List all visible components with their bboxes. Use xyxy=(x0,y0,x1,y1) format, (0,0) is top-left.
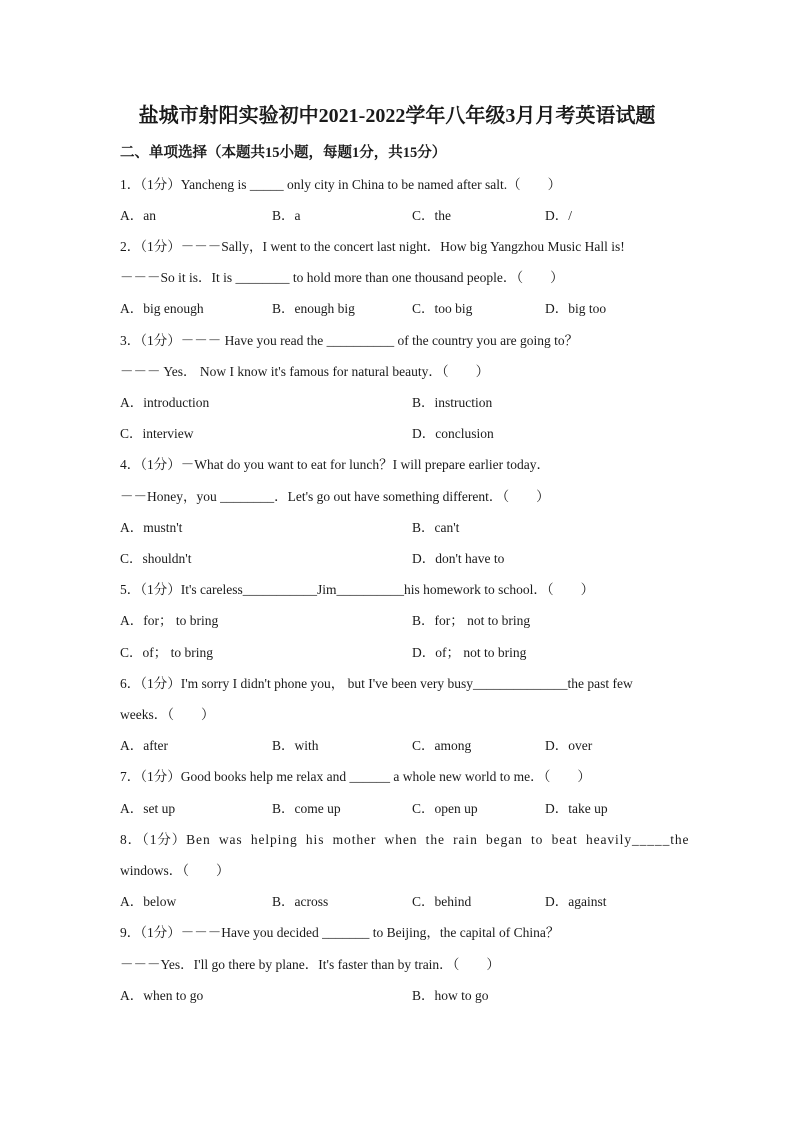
question-6-stem: 6．（1分）I'm sorry I didn't phone you， but I've been very busy______________the past few xyxy=(120,676,633,691)
question-2-stem-cont: －－－So it is．It is ________ to hold more than one thousand people．（ ） xyxy=(120,270,564,285)
question-8-stem-cont: windows．（ ） xyxy=(120,863,230,878)
question-7-option-d: D．take up xyxy=(545,801,608,816)
question-9-stem-cont: －－－Yes．I'll go there by plane．It's faster than by train．（ ） xyxy=(120,957,500,972)
question-1-option-d: D．/ xyxy=(545,208,572,223)
question-8-option-a: A．below xyxy=(120,894,177,909)
question-6-option-a: A．after xyxy=(120,738,168,753)
question-8-option-b: B．across xyxy=(272,894,329,909)
question-2-option-c: C．too big xyxy=(412,301,473,316)
question-6-option-c: C．among xyxy=(412,738,472,753)
question-5-option-c: C．of； to bring xyxy=(120,645,213,660)
question-4-stem-cont: －－Honey，you ________．Let's go out have something different．（ ） xyxy=(120,489,550,504)
question-3-stem-cont: －－－ Yes． Now I know it's famous for natural beauty．（ ） xyxy=(120,364,490,379)
question-7-option-a: A．set up xyxy=(120,801,176,816)
question-9-option-b: B．how to go xyxy=(412,988,489,1003)
question-3-option-b: B．instruction xyxy=(412,395,493,410)
question-4-stem: 4．（1分）－What do you want to eat for lunch？I will prepare earlier today． xyxy=(120,457,550,472)
question-2-option-b: B．enough big xyxy=(272,301,355,316)
question-2-option-a: A．big enough xyxy=(120,301,204,316)
document-title: 盐城市射阳实验初中2021-2022学年八年级3月月考英语试题 xyxy=(138,105,656,127)
question-9-stem: 9．（1分）－－－Have you decided _______ to Beijing，the capital of China？ xyxy=(120,925,560,940)
question-3-option-a: A．introduction xyxy=(120,395,210,410)
question-4-option-b: B．can't xyxy=(412,520,460,535)
question-5-option-b: B．for； not to bring xyxy=(412,613,531,628)
question-6-stem-cont: weeks．（ ） xyxy=(120,707,215,722)
question-3-option-d: D．conclusion xyxy=(412,426,494,441)
question-7-option-c: C．open up xyxy=(412,801,478,816)
question-1-stem: 1．（1分）Yancheng is _____ only city in China to be named after salt.（ ） xyxy=(120,177,562,192)
question-1-option-c: C．the xyxy=(412,208,451,223)
section-heading: 二、单项选择（本题共15小题，每题1分，共15分） xyxy=(120,145,447,161)
question-7-option-b: B．come up xyxy=(272,801,341,816)
question-8-option-d: D．against xyxy=(545,894,607,909)
question-3-option-c: C．interview xyxy=(120,426,194,441)
question-2-option-d: D．big too xyxy=(545,301,607,316)
question-8-stem: 8．（1分）Ben was helping his mother when the rain began to beat heavily_____the xyxy=(120,832,690,847)
question-8-option-c: C．behind xyxy=(412,894,472,909)
question-4-option-a: A．mustn't xyxy=(120,520,183,535)
question-5-option-a: A．for； to bring xyxy=(120,613,219,628)
question-3-stem: 3．（1分）－－－ Have you read the __________ of the country you are going to？ xyxy=(120,333,579,348)
question-6-option-d: D．over xyxy=(545,738,593,753)
question-4-option-c: C．shouldn't xyxy=(120,551,192,566)
question-5-option-d: D．of； not to bring xyxy=(412,645,527,660)
question-6-option-b: B．with xyxy=(272,738,319,753)
question-2-stem: 2．（1分）－－－Sally，I went to the concert last night．How big Yangzhou Music Hall is! xyxy=(120,239,625,254)
question-7-stem: 7．（1分）Good books help me relax and ______ a whole new world to me．（ ） xyxy=(120,769,591,784)
question-5-stem: 5．（1分）It's careless___________Jim__________his homework to school．（ ） xyxy=(120,582,595,597)
question-9-option-a: A．when to go xyxy=(120,988,204,1003)
question-1-option-b: B．a xyxy=(272,208,301,223)
question-1-option-a: A．an xyxy=(120,208,156,223)
question-4-option-d: D．don't have to xyxy=(412,551,505,566)
